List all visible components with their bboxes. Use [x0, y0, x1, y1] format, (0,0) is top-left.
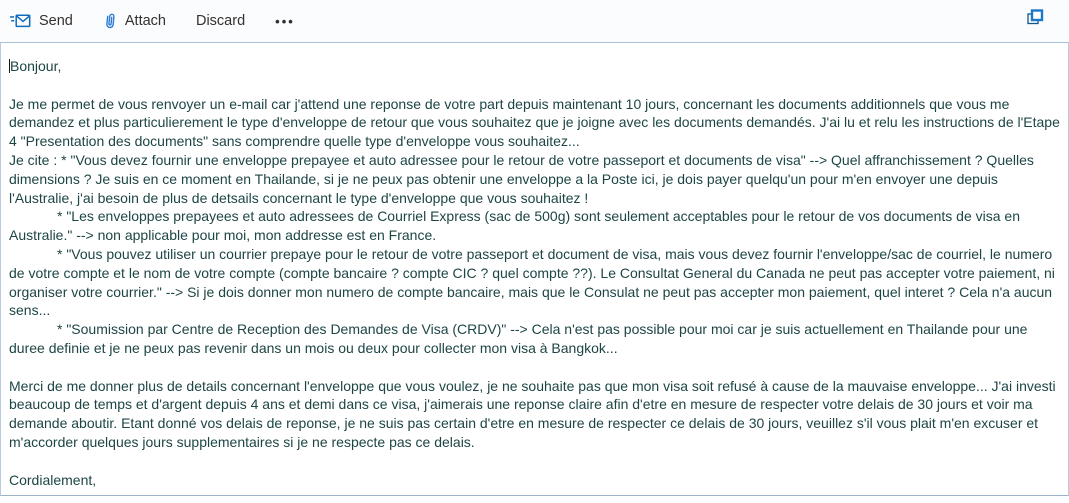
more-options-icon: •••: [275, 13, 295, 29]
body-line: [9, 76, 1060, 95]
send-button-label: Send: [39, 13, 73, 29]
body-line: * "Vous pouvez utiliser un courrier prepaye pour le retour de votre passeport et document de visa, mais vous devez fournir l'enveloppe/sac de courriel, le numero de votre compte et le nom de votre compte (compte bancaire ? compte CIC ? quel compte ??). Le Consultat General du Canada ne peut pas accepter votre paiement, ni organiser votre courrier." --> Si je dois donner mon numero de compte bancaire, mais que le Consulat ne peut pas accepter mon paiement, quel interet ? Cela n'a aucun sens...: [9, 245, 1055, 319]
send-envelope-icon: [10, 13, 31, 29]
body-line: Je cite : * "Vous devez fournir une enveloppe prepayee et auto adressee pour le retour de votre passeport et documents de visa" --> Quel affranchissement ? Quelles dimensions ? Je suis en ce moment en Thailande, si je ne peux pas obtenir une enveloppe a la Poste ici, je dois payer quelqu'un pour m'en envoyer une depuis l'Australie, j'ai besoin de plus de detsails concernant le type d'enveloppe que vous souhaitez !: [9, 151, 1034, 206]
paperclip-icon: [103, 12, 117, 31]
body-line: * "Soumission par Centre de Reception des Demandes de Visa (CRDV)" --> Cela n'est pas possible pour moi car je suis actuellement en Thailande pour une duree definie et je ne peux pas revenir dans un mois ou deux pour collecter mon visa à Bangkok...: [9, 321, 1028, 356]
compose-toolbar: [0, 0, 1069, 43]
message-body-editor[interactable]: [0, 43, 1069, 496]
body-text: Bonjour,: [10, 58, 62, 74]
attach-button-label: Attach: [124, 13, 166, 29]
open-in-new-window-icon: [1024, 7, 1045, 33]
body-line: [9, 452, 1060, 471]
discard-button[interactable]: [196, 13, 245, 29]
body-line: Je me permet de vous renvoyer un e-mail car j'attend une reponse de votre part depuis maintenant 10 jours, concernant les documents additionnels que vous me demandez et plus particulierement le type d'enveloppe de retour que vous souhaitez que je joigne avec les documents demandés. J'ai lu et relu les instructions de l'Etape 4 "Presentation des documents" sans comprendre quelle type d'enveloppe vous souhaitez...: [9, 95, 1060, 150]
send-button[interactable]: [10, 13, 73, 29]
body-line: [9, 358, 1060, 377]
more-options-button[interactable]: [275, 14, 295, 29]
discard-button-label: Discard: [195, 13, 246, 29]
body-line: [9, 57, 1060, 76]
body-line: * "Les enveloppes prepayees et auto adressees de Courriel Express (sac de 500g) sont seulement acceptables pour le retour de vos documents de visa en Australie." --> non applicable pour moi, mon addresse est en France.: [9, 208, 1020, 244]
open-in-new-window-button[interactable]: [1023, 9, 1045, 31]
body-line: Merci de me donner plus de details concernant l'enveloppe que vous voulez, je ne souhaite pas que mon visa soit refusé à cause de la mauvaise enveloppe... J'ai investi beaucoup de temps et d'argent depuis 4 ans et demi dans ce visa, j'aimerais une reponse claire afin d'etre en mesure de respecter votre delais de 30 jours et voir ma demande aboutir. Etant donné vos delais de reponse, je ne suis pas certain d'etre en mesure de respecter ce delais de 30 jours, veuillez s'il vous plait m'en excuser et m'accorder quelques jours supplementaires si je ne respecte pas ce delais.: [9, 377, 1056, 450]
body-line: Cordialement,: [9, 471, 97, 488]
attach-button[interactable]: [103, 12, 166, 31]
